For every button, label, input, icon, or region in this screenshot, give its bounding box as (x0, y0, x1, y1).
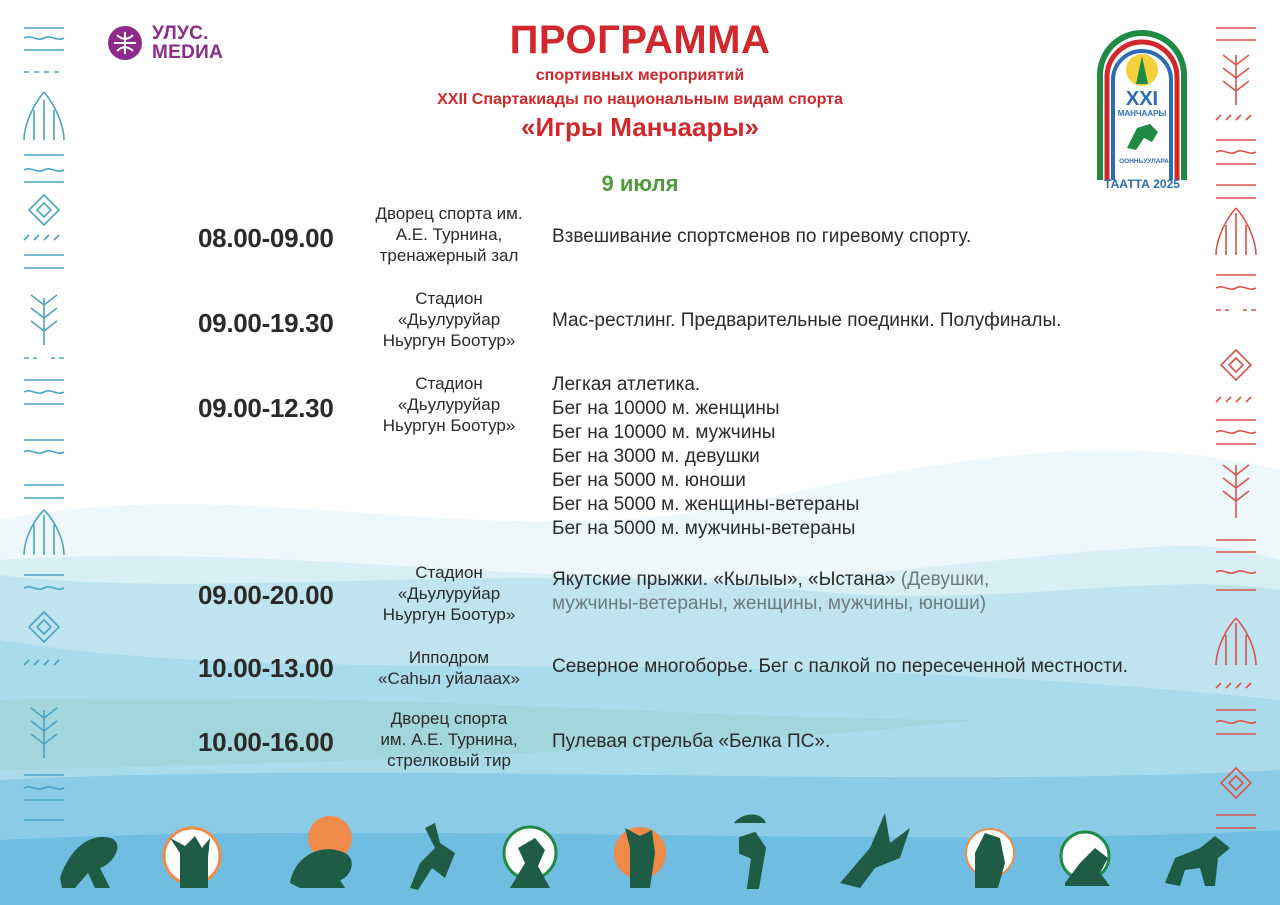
event-date: 9 июля (601, 171, 679, 196)
brand-logo[interactable] (106, 24, 223, 62)
athlete-silhouette-icon (966, 829, 1014, 888)
athlete-silhouettes (40, 808, 1240, 898)
event-time: 10.00-13.00 (198, 653, 334, 683)
event-description: Легкая атлетика. Бег на 10000 м. женщины Бег на 10000 м. мужчины Бег на 3000 м. девушки Бег на 5000 м. юноши Бег на 5000 м. женщины-ветераны Бег на 5000 м. мужчины-ветераны (552, 374, 860, 539)
athlete-silhouette-icon (504, 827, 556, 888)
athlete-silhouette-icon (1061, 832, 1110, 886)
event-time: 10.00-16.00 (198, 727, 334, 757)
event-venue: Стадион «Дьулуруйар Ньургун Боотур» (382, 563, 516, 624)
emblem-name: МАНЧААРЫ (1117, 109, 1167, 118)
athlete-silhouette-icon (840, 813, 910, 888)
event-time: 09.00-12.30 (198, 393, 334, 423)
event-venue: Ипподром «Саhыл уйалаах» (378, 648, 520, 688)
athlete-silhouette-icon (60, 825, 118, 888)
left-ornament-pattern (19, 20, 69, 840)
athlete-silhouette-icon (735, 816, 765, 889)
athlete-silhouette-icon (410, 823, 455, 890)
athlete-silhouette-icon (290, 816, 352, 888)
brand-logo-icon (106, 24, 144, 62)
emblem-sub: ООННЬУУЛАРА (1119, 158, 1169, 165)
subtitle-line-3: «Игры Манчаары» (521, 112, 759, 142)
manchaary-emblem-icon (1092, 20, 1192, 195)
brand-line-2: МЕDИА (152, 42, 224, 63)
event-venue: Стадион «Дьулуруйар Ньургун Боотур» (382, 289, 516, 350)
emblem-roman: XXI (1125, 88, 1159, 110)
event-description: Мас-рестлинг. Предварительные поединки. Полуфиналы. (552, 310, 1062, 331)
event-description: Северное многоборье. Бег с палкой по пересеченной местности. (552, 656, 1128, 677)
athlete-silhouette-icon (1165, 836, 1230, 886)
brand-line-1: УЛУС. (152, 23, 209, 44)
event-description: Пулевая стрельба «Белка ПС». (552, 731, 831, 752)
athlete-silhouette-icon (164, 828, 220, 888)
event-venue: Стадион «Дьулуруйар Ньургун Боотур» (382, 374, 516, 435)
event-description: Взвешивание спортсменов по гиревому спорту. (552, 226, 972, 247)
event-time: 09.00-20.00 (198, 580, 334, 610)
event-time: 09.00-19.30 (198, 308, 334, 338)
event-time: 08.00-09.00 (198, 223, 334, 253)
page-title: ПРОГРАММА (509, 18, 771, 62)
event-venue: Дворец спорта им. А.Е. Турнина, тренажерный зал (375, 204, 523, 265)
right-ornament-pattern (1211, 20, 1261, 840)
subtitle-line-2: XXII Спартакиады по национальным видам спорта (437, 91, 843, 108)
subtitle-line-1: спортивных мероприятий (535, 67, 745, 84)
event-venue: Дворец спорта им. А.Е. Турнина, стрелковый тир (380, 709, 518, 770)
event-description: Якутские прыжки. «Кылыы», «Ыстана» (Девушки, мужчины-ветераны, женщины, мужчины, юноши) (552, 569, 990, 614)
athlete-silhouette-icon (614, 827, 666, 888)
emblem-year: ТААТТА 2025 (1104, 177, 1180, 191)
